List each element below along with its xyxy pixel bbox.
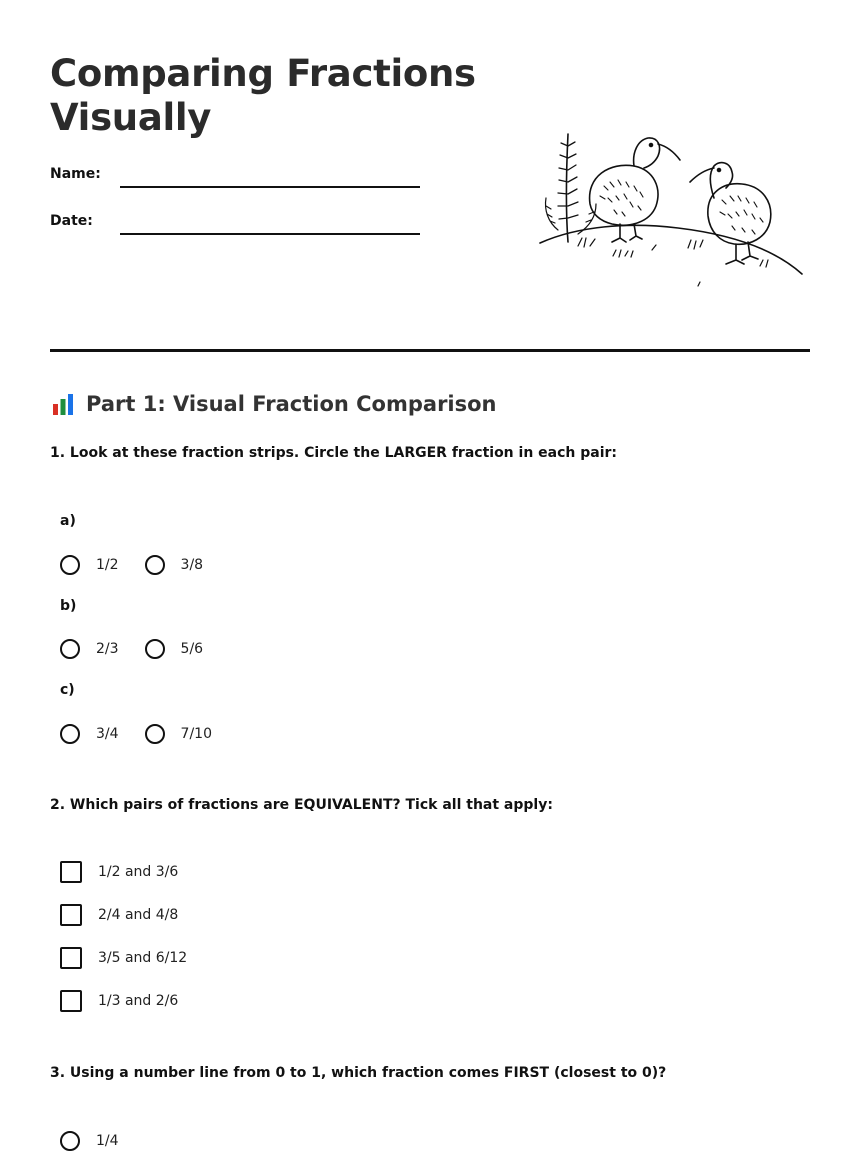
bar-chart-icon bbox=[50, 391, 76, 417]
checkbox[interactable] bbox=[60, 861, 82, 883]
option-label: 1/3 and 2/6 bbox=[98, 993, 179, 1009]
radio-button[interactable] bbox=[60, 1131, 80, 1151]
option-label: 1/2 bbox=[96, 557, 119, 573]
name-field[interactable] bbox=[50, 166, 420, 190]
q1-pair-b-options bbox=[60, 636, 229, 662]
radio-button[interactable] bbox=[145, 639, 165, 659]
q1-pair-c-options bbox=[60, 721, 238, 747]
q1-pair-a-label: a) bbox=[60, 513, 76, 529]
checkbox[interactable] bbox=[60, 990, 82, 1012]
radio-button[interactable] bbox=[145, 724, 165, 744]
q2-option-3[interactable] bbox=[60, 945, 187, 971]
option-label: 3/8 bbox=[180, 557, 204, 573]
option-label: 2/3 bbox=[96, 641, 119, 657]
q1a-option-1[interactable] bbox=[60, 555, 119, 575]
date-write-line[interactable] bbox=[120, 233, 420, 235]
q1a-option-2[interactable] bbox=[145, 555, 204, 575]
radio-button[interactable] bbox=[145, 555, 165, 575]
option-label: 1/2 and 3/6 bbox=[98, 864, 179, 880]
checkbox[interactable] bbox=[60, 904, 82, 926]
part1-title: Part 1: Visual Fraction Comparison bbox=[86, 392, 497, 416]
option-label: 3/4 bbox=[96, 726, 119, 742]
name-write-line[interactable] bbox=[120, 186, 420, 188]
q2-option-2[interactable] bbox=[60, 902, 178, 928]
header-divider bbox=[50, 349, 810, 352]
radio-button[interactable] bbox=[60, 555, 80, 575]
title-line-1: Comparing Fractions bbox=[50, 52, 476, 95]
checkbox[interactable] bbox=[60, 947, 82, 969]
radio-button[interactable] bbox=[60, 724, 80, 744]
q1c-option-1[interactable] bbox=[60, 724, 119, 744]
part1-heading bbox=[50, 388, 497, 420]
question-2: 2. Which pairs of fractions are EQUIVALENT? Tick all that apply: bbox=[50, 797, 553, 813]
title-line-2: Visually bbox=[50, 96, 212, 139]
option-label: 2/4 and 4/8 bbox=[98, 907, 179, 923]
q2-option-1[interactable] bbox=[60, 859, 178, 885]
q1b-option-2[interactable] bbox=[145, 639, 204, 659]
q3-option-1[interactable] bbox=[60, 1128, 119, 1154]
option-label: 7/10 bbox=[180, 726, 212, 742]
option-label: 3/5 and 6/12 bbox=[98, 950, 188, 966]
q2-option-4[interactable] bbox=[60, 988, 178, 1014]
name-label: Name: bbox=[50, 166, 101, 182]
q1b-option-1[interactable] bbox=[60, 639, 119, 659]
question-1: 1. Look at these fraction strips. Circle the LARGER fraction in each pair: bbox=[50, 445, 618, 461]
option-label: 1/4 bbox=[96, 1133, 119, 1149]
option-label: 5/6 bbox=[180, 641, 204, 657]
question-3: 3. Using a number line from 0 to 1, which fraction comes FIRST (closest to 0)? bbox=[50, 1065, 667, 1081]
q1-pair-b-label: b) bbox=[60, 598, 77, 614]
worksheet-title bbox=[50, 52, 476, 140]
worksheet-page bbox=[50, 0, 810, 1161]
q1c-option-2[interactable] bbox=[145, 724, 212, 744]
radio-button[interactable] bbox=[60, 639, 80, 659]
q1-pair-c-label: c) bbox=[60, 682, 75, 698]
date-field[interactable] bbox=[50, 213, 420, 237]
q1-pair-a-options bbox=[60, 552, 229, 578]
kiwi-birds-icon bbox=[538, 126, 808, 291]
date-label: Date: bbox=[50, 213, 93, 229]
